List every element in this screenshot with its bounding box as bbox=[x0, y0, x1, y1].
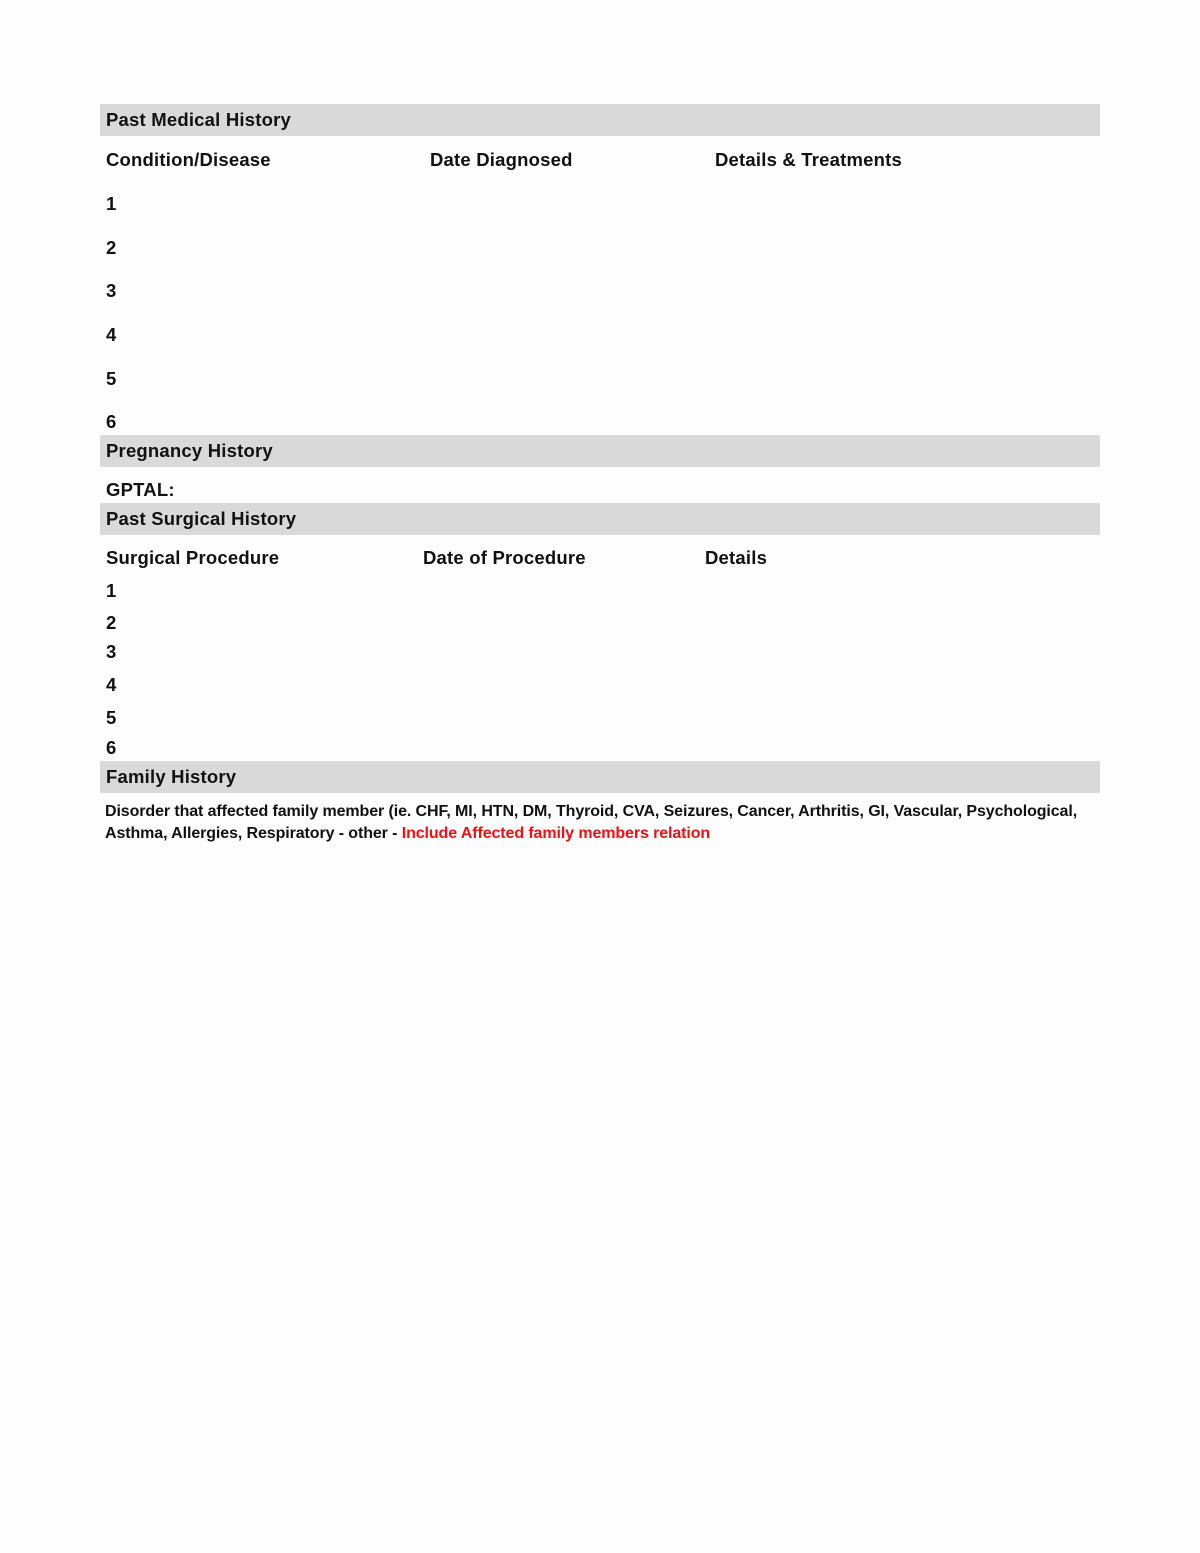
family-history-description bbox=[105, 801, 1095, 844]
surgical-row-number: 2 bbox=[106, 612, 117, 633]
surgical-row-number: 4 bbox=[106, 674, 117, 695]
past-surgical-history-header: Past Surgical History bbox=[100, 503, 1100, 535]
condition-disease-column-header: Condition/Disease bbox=[106, 149, 271, 170]
medical-row-number: 1 bbox=[106, 193, 117, 214]
details-column-header: Details bbox=[705, 547, 768, 568]
family-history-header: Family History bbox=[100, 761, 1100, 793]
medical-row-number: 2 bbox=[106, 237, 117, 258]
surgical-row-number: 6 bbox=[106, 737, 117, 758]
details-treatments-column-header: Details & Treatments bbox=[715, 149, 903, 170]
surgical-row-number: 1 bbox=[106, 580, 117, 601]
past-medical-history-header: Past Medical History bbox=[100, 104, 1100, 136]
pregnancy-history-header: Pregnancy History bbox=[100, 435, 1100, 467]
surgical-row-number: 5 bbox=[106, 707, 117, 728]
medical-row-number: 5 bbox=[106, 368, 117, 389]
family-history-instruction: Include Affected family members relation bbox=[401, 824, 711, 842]
medical-row-number: 3 bbox=[106, 280, 117, 301]
surgical-row-number: 3 bbox=[106, 641, 117, 662]
medical-row-number: 6 bbox=[106, 411, 117, 432]
gptal-label: GPTAL: bbox=[106, 479, 175, 500]
family-history-disorder-text: Disorder that affected family member (ie. CHF, MI, HTN, DM, Thyroid, CVA, Seizures, Cancer, Arthritis, GI, Vascular, Psychological, Asthma, Allergies, Respiratory - other - bbox=[105, 803, 1078, 842]
date-diagnosed-column-header: Date Diagnosed bbox=[430, 149, 573, 170]
medical-row-number: 4 bbox=[106, 324, 117, 345]
date-of-procedure-column-header: Date of Procedure bbox=[423, 547, 586, 568]
surgical-procedure-column-header: Surgical Procedure bbox=[106, 547, 280, 568]
